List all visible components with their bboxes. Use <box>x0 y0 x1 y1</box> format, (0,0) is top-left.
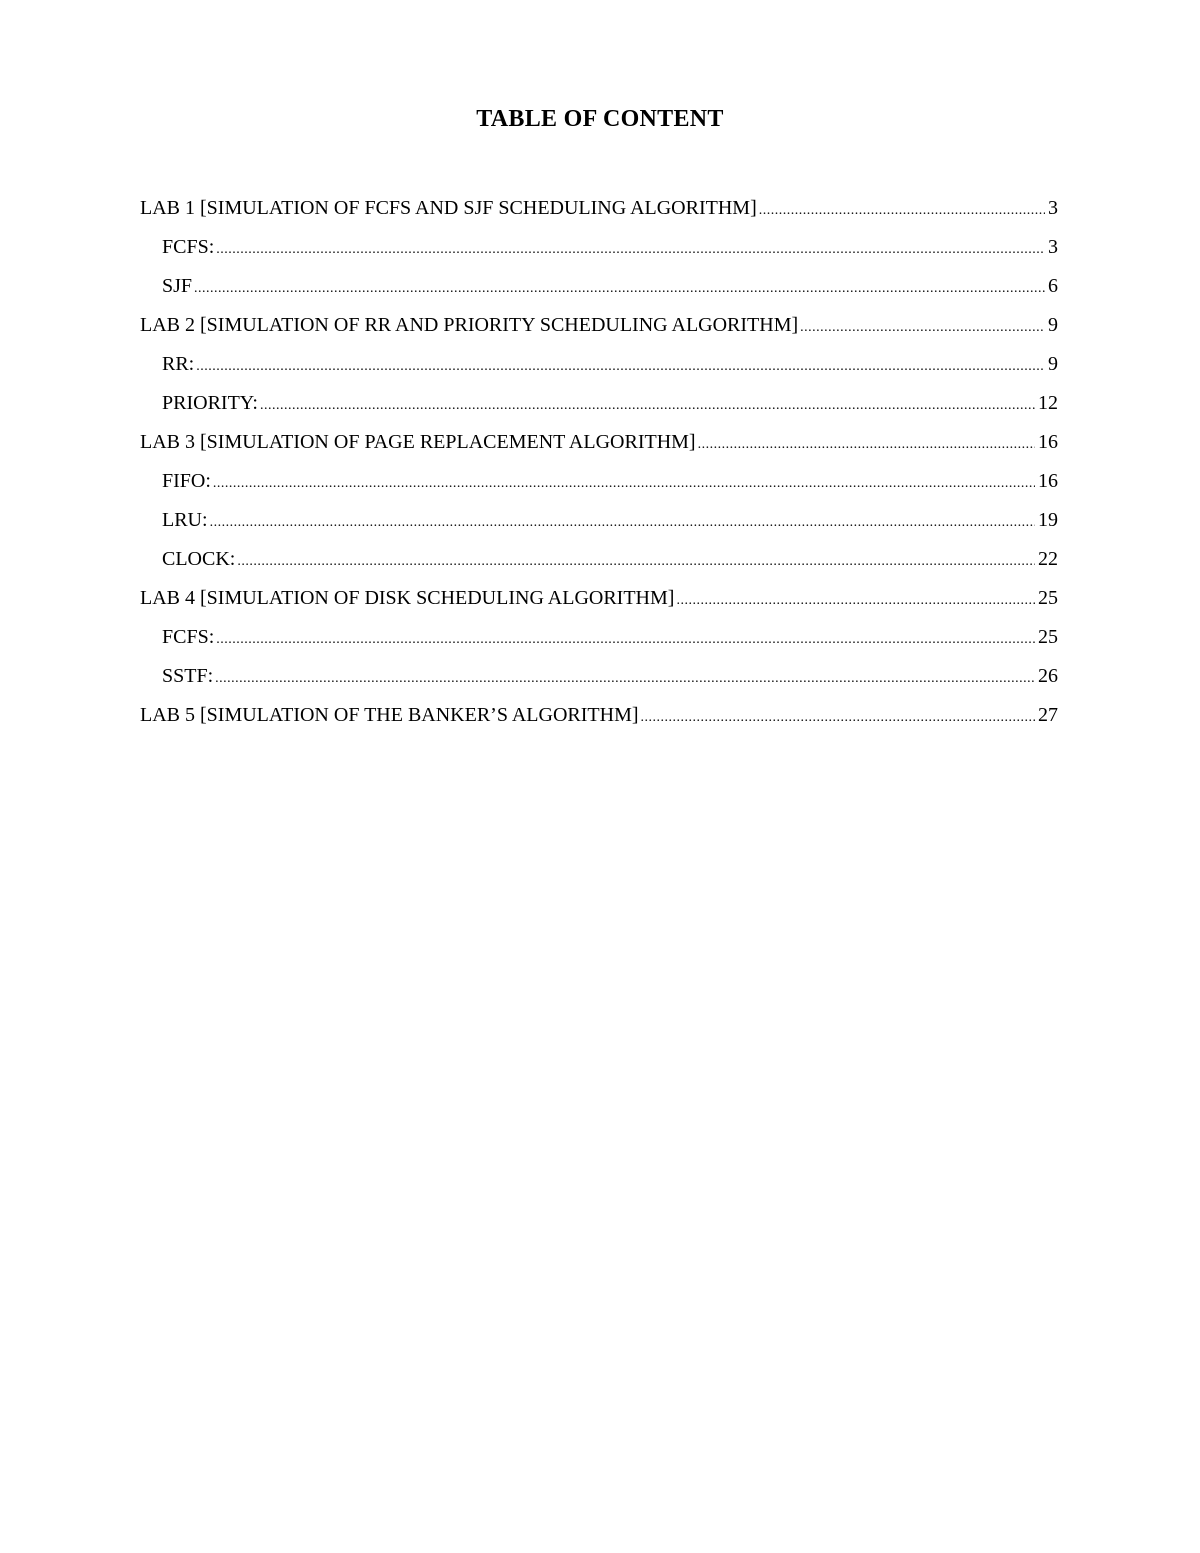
toc-entry-label: FCFS: <box>162 236 215 258</box>
toc-dot-leader <box>194 271 1045 307</box>
toc-dot-leader <box>237 544 1035 580</box>
toc-page-number: 25 <box>1038 626 1058 648</box>
table-of-contents <box>140 190 1058 736</box>
toc-entry-lab-3[interactable] <box>140 424 1058 463</box>
toc-entry-label: LRU: <box>162 509 208 531</box>
toc-entry-lab-2[interactable] <box>140 307 1058 346</box>
toc-page-number: 22 <box>1038 548 1058 570</box>
toc-dot-leader <box>196 349 1045 385</box>
toc-page-number: 25 <box>1038 587 1058 609</box>
toc-entry-sjf[interactable] <box>140 268 1058 307</box>
toc-entry-label: FCFS: <box>162 626 215 648</box>
toc-entry-disk-fcfs[interactable] <box>140 619 1058 658</box>
toc-entry-fcfs[interactable] <box>140 229 1058 268</box>
toc-entry-lab-5[interactable] <box>140 697 1058 736</box>
toc-page-number: 3 <box>1048 197 1058 219</box>
page-title: TABLE OF CONTENT <box>476 106 724 132</box>
toc-page-number: 26 <box>1038 665 1058 687</box>
toc-page-number: 19 <box>1038 509 1058 531</box>
toc-dot-leader <box>698 427 1035 463</box>
toc-dot-leader <box>216 232 1045 268</box>
toc-page-number: 16 <box>1038 431 1058 453</box>
toc-entry-label: RR: <box>162 353 195 375</box>
toc-dot-leader <box>759 193 1045 229</box>
toc-page-number: 9 <box>1048 353 1058 375</box>
toc-page-number: 27 <box>1038 704 1058 726</box>
toc-page-number: 12 <box>1038 392 1058 414</box>
toc-dot-leader <box>641 700 1035 736</box>
toc-entry-label: LAB 5 [SIMULATION OF THE BANKER’S ALGORITHM] <box>140 704 639 726</box>
toc-dot-leader <box>260 388 1035 424</box>
toc-page-number: 9 <box>1048 314 1058 336</box>
toc-entry-label: FIFO: <box>162 470 211 492</box>
toc-entry-label: SJF <box>162 275 193 297</box>
toc-page-number: 16 <box>1038 470 1058 492</box>
toc-entry-clock[interactable] <box>140 541 1058 580</box>
toc-entry-label: CLOCK: <box>162 548 236 570</box>
toc-entry-fifo[interactable] <box>140 463 1058 502</box>
toc-entry-lru[interactable] <box>140 502 1058 541</box>
toc-entry-sstf[interactable] <box>140 658 1058 697</box>
toc-entry-label: SSTF: <box>162 665 214 687</box>
toc-page-number: 3 <box>1048 236 1058 258</box>
toc-dot-leader <box>210 505 1035 541</box>
toc-page-number: 6 <box>1048 275 1058 297</box>
toc-entry-lab-1[interactable] <box>140 190 1058 229</box>
toc-entry-label: LAB 1 [SIMULATION OF FCFS AND SJF SCHEDULING ALGORITHM] <box>140 197 757 219</box>
toc-dot-leader <box>215 661 1035 697</box>
toc-dot-leader <box>213 466 1035 502</box>
toc-entry-lab-4[interactable] <box>140 580 1058 619</box>
toc-entry-label: PRIORITY: <box>162 392 258 414</box>
toc-dot-leader <box>216 622 1035 658</box>
toc-entry-label: LAB 2 [SIMULATION OF RR AND PRIORITY SCHEDULING ALGORITHM] <box>140 314 799 336</box>
toc-entry-label: LAB 4 [SIMULATION OF DISK SCHEDULING ALGORITHM] <box>140 587 675 609</box>
toc-dot-leader <box>676 583 1035 619</box>
toc-dot-leader <box>800 310 1045 346</box>
toc-entry-label: LAB 3 [SIMULATION OF PAGE REPLACEMENT ALGORITHM] <box>140 431 696 453</box>
toc-entry-priority[interactable] <box>140 385 1058 424</box>
toc-entry-rr[interactable] <box>140 346 1058 385</box>
